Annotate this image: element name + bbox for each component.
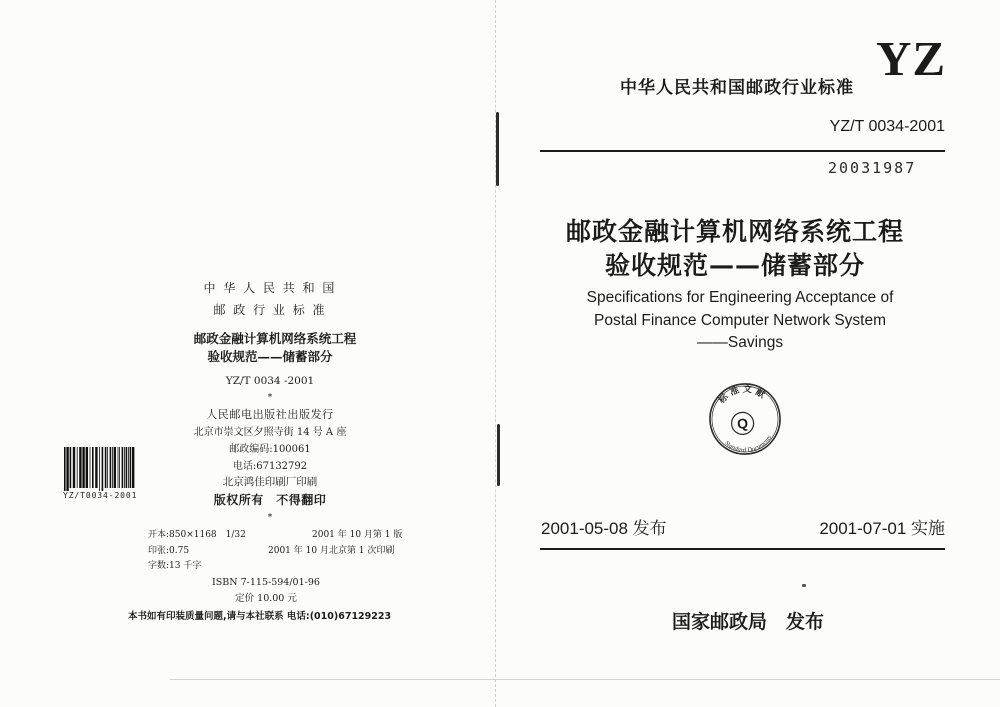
barcode	[63, 447, 139, 491]
barcode-bar	[82, 447, 84, 488]
standard-category: 中华人民共和国邮政行业标准	[620, 78, 854, 98]
barcode-bar	[64, 447, 66, 491]
standard-code: YZ/T 0034-2001	[829, 118, 945, 135]
title-en-line-2: Postal Finance Computer Network System	[593, 312, 887, 329]
barcode-bar	[119, 447, 120, 488]
sheets-info: 印张:0.75	[148, 546, 190, 556]
standard-category: 邮 政 行 业 标 准	[213, 303, 327, 317]
barcode-text: YZ/T0034-2001	[63, 491, 138, 500]
serial-number: 20031987	[828, 159, 917, 177]
barcode-bar	[86, 447, 88, 488]
barcode-bar	[126, 447, 128, 488]
date-rule	[540, 548, 945, 550]
copyright-notice: 版权所有 不得翻印	[213, 493, 327, 507]
title-cn-line-1: 邮政金融计算机网络系统工程	[565, 217, 904, 246]
barcode-bar	[132, 447, 134, 488]
barcode-bar	[73, 447, 75, 488]
barcode-bar	[122, 447, 124, 488]
binding-mark	[496, 112, 499, 186]
separator: *	[267, 513, 273, 523]
svg-text:标 准 文 献	[713, 381, 768, 408]
barcode-bar	[114, 447, 116, 488]
printer: 北京鸿佳印刷厂印刷	[222, 476, 318, 488]
publisher: 人民邮电出版社出版发行	[206, 408, 334, 421]
barcode-bar	[92, 447, 94, 488]
scan-edge-line	[170, 679, 1000, 680]
stamp-bottom-text: Standard Documents	[723, 434, 774, 455]
barcode-bar	[77, 447, 78, 488]
title-line-2: 验收规范——储蓄部分	[207, 349, 333, 364]
title-en-line-3: ——Savings	[696, 334, 784, 351]
barcode-bar	[90, 447, 91, 488]
phone: 电话:67132792	[232, 461, 308, 472]
barcode-bar	[99, 447, 100, 491]
svg-text:Standard Documents	[722, 433, 775, 457]
barcode-bar	[118, 447, 119, 488]
scan-speck	[802, 584, 806, 587]
word-count: 字数:13 千字	[148, 561, 202, 571]
separator: *	[267, 393, 273, 403]
issue-date: 2001-05-08 发布	[541, 519, 667, 538]
barcode-bar	[124, 447, 125, 488]
barcode-bar	[79, 447, 81, 488]
barcode-bar	[110, 447, 112, 488]
stamp-center-letter: Q	[736, 414, 750, 433]
header-rule	[540, 150, 945, 152]
publisher-address: 北京市崇文区夕照寺街 14 号 A 座	[193, 427, 347, 438]
barcode-bar	[95, 447, 97, 488]
quality-notice: 本书如有印装质量问题,请与本社联系 电话:(010)67129223	[128, 611, 392, 622]
barcode-bar	[70, 447, 72, 488]
isbn: ISBN 7-115-594/01-96	[212, 577, 320, 588]
issuing-authority: 国家邮政局 发布	[672, 611, 825, 633]
barcode-bar	[102, 447, 104, 491]
stamp-top-text: 标 准 文 献	[717, 384, 767, 406]
country-name: 中 华 人 民 共 和 国	[203, 281, 337, 295]
yz-logo: YZ	[876, 31, 947, 86]
format-info: 开本:850×1168 1/32	[148, 530, 246, 540]
barcode-bar	[105, 447, 107, 488]
title-en-line-1: Specifications for Engineering Acceptance of	[586, 289, 894, 306]
printing-info: 2001 年 10 月北京第 1 次印刷	[268, 546, 395, 556]
postcode: 邮政编码:100061	[229, 444, 311, 455]
barcode-bar	[128, 447, 129, 488]
barcode-bar	[130, 447, 132, 488]
barcode-bar	[66, 447, 68, 491]
barcode-bar	[107, 447, 108, 488]
title-line-1: 邮政金融计算机网络系统工程	[193, 331, 357, 346]
standard-code: YZ/T 0034 -2001	[225, 375, 315, 387]
title-cn-line-2: 验收规范——储蓄部分	[604, 251, 865, 280]
edition-info: 2001 年 10 月第 1 版	[312, 530, 403, 540]
page-fold	[495, 0, 496, 707]
effective-date: 2001-07-01 实施	[819, 519, 945, 538]
price: 定价 10.00 元	[235, 593, 297, 604]
library-stamp	[703, 381, 787, 457]
binding-mark	[497, 424, 500, 486]
barcode-bar	[112, 447, 113, 488]
